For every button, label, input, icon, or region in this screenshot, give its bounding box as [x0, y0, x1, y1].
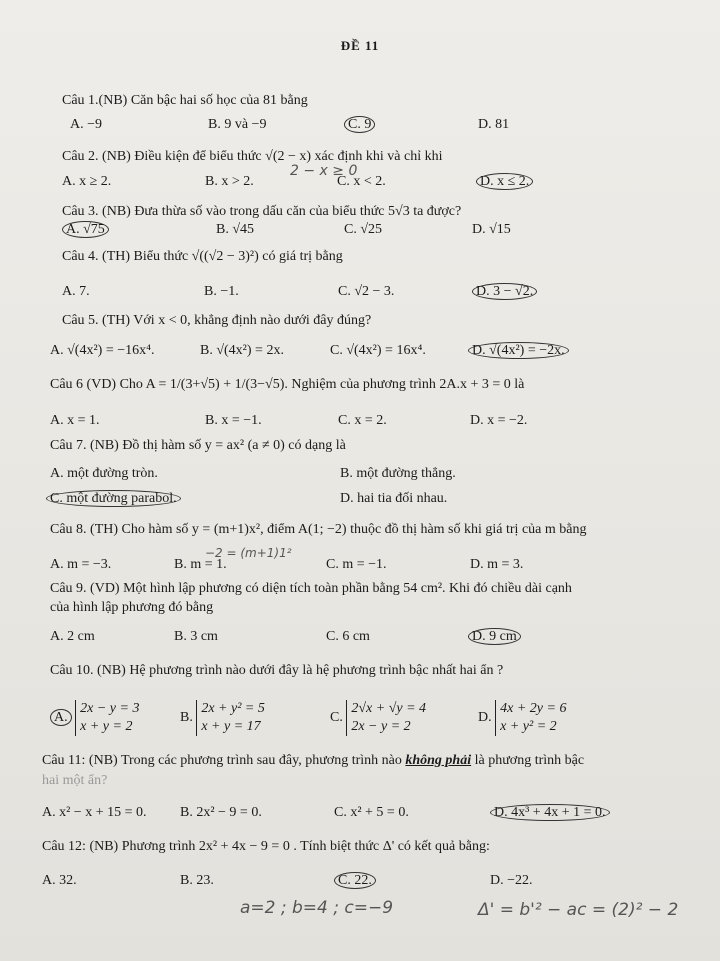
q6-option-c: C. x = 2. [338, 413, 387, 428]
q10-option-d: D. 4x + 2y = 6 x + y² = 2 [478, 701, 567, 734]
question-2: Câu 2. (NB) Điều kiện để biểu thức √(2 − x) xác định khi và chỉ khi [62, 149, 443, 164]
question-3: Câu 3. (NB) Đưa thừa số vào trong dấu căn của biểu thức 5√3 ta được? [62, 204, 462, 219]
q3-option-b: B. √45 [216, 222, 255, 237]
q2-option-a: A. x ≥ 2. [62, 174, 112, 189]
q1-option-b: B. 9 và −9 [208, 117, 267, 132]
page-title: ĐỀ 11 [340, 38, 380, 53]
question-1: Câu 1.(NB) Căn bậc hai số học của 81 bằng [62, 93, 308, 108]
q12-handwritten-coefficients: a=2 ; b=4 ; c=−9 [240, 898, 394, 918]
q10-option-a: A. 2x − y = 3 x + y = 2 [50, 700, 139, 736]
q5-option-a: A. √(4x²) = −16x⁴. [50, 343, 155, 358]
q10-system-c: 2√x + √y = 4 2x − y = 2 [346, 700, 426, 736]
q1-option-c: C. 9 [344, 116, 375, 134]
q8-handwritten-note: −2 = (m+1)1² [205, 546, 292, 560]
q10-option-b: B. 2x + y² = 5 x + y = 17 [180, 701, 265, 734]
q5-option-b: B. √(4x²) = 2x. [200, 343, 284, 358]
q12-handwritten-delta: Δ' = b'² − ac = (2)² − 2 [478, 900, 679, 920]
q5-option-d: D. √(4x²) = −2x. [468, 342, 569, 360]
q11-option-c: C. x² + 5 = 0. [334, 805, 409, 820]
q8-option-b: B. m = 1. [174, 557, 227, 572]
q9-option-d: D. 9 cm [468, 628, 521, 646]
q9-option-b: B. 3 cm [174, 629, 218, 644]
q1-option-a: A. −9 [70, 117, 103, 132]
q8-option-c: C. m = −1. [326, 557, 387, 572]
q11-option-a: A. x² − x + 15 = 0. [42, 805, 147, 820]
question-8: Câu 8. (TH) Cho hàm số y = (m+1)x², điểm A(1; −2) thuộc đồ thị hàm số khi giá trị của m bằng [50, 522, 587, 537]
question-5: Câu 5. (TH) Với x < 0, khẳng định nào dưới đây đúng? [62, 313, 372, 328]
question-6: Câu 6 (VD) Cho A = 1/(3+√5) + 1/(3−√5). Nghiệm của phương trình 2A.x + 3 = 0 là [50, 377, 525, 392]
q10-system-b: 2x + y² = 5 x + y = 17 [196, 700, 265, 736]
question-12: Câu 12: (NB) Phương trình 2x² + 4x − 9 = 0 . Tính biệt thức Δ' có kết quả bằng: [42, 839, 490, 854]
q11-emphasis: không phải [405, 753, 472, 768]
q8-option-a: A. m = −3. [50, 557, 112, 572]
q4-option-a: A. 7. [62, 284, 90, 299]
question-11: Câu 11: (NB) Trong các phương trình sau đây, phương trình nào không phải là phương trình bậc [42, 753, 585, 768]
q7-option-a: A. một đường tròn. [50, 466, 158, 481]
question-10: Câu 10. (NB) Hệ phương trình nào dưới đây là hệ phương trình bậc nhất hai ẩn ? [50, 663, 504, 678]
q3-option-d: D. √15 [472, 222, 511, 237]
q9-option-a: A. 2 cm [50, 629, 95, 644]
q4-option-d: D. 3 − √2. [472, 283, 537, 301]
q10-system-a: 2x − y = 3 x + y = 2 [75, 700, 139, 736]
q5-option-c: C. √(4x²) = 16x⁴. [330, 343, 426, 358]
q4-option-c: C. √2 − 3. [338, 284, 395, 299]
q2-handwritten-note: 2 − x ≥ 0 [290, 163, 358, 179]
question-9-continued: của hình lập phương đó bằng [50, 600, 214, 615]
q9-option-c: C. 6 cm [326, 629, 370, 644]
question-9: Câu 9. (VD) Một hình lập phương có diện tích toàn phần bằng 54 cm². Khi đó chiều dài cạnh [50, 581, 572, 596]
q3-option-c: C. √25 [344, 222, 383, 237]
question-4: Câu 4. (TH) Biểu thức √((√2 − 3)²) có giá trị bằng [62, 249, 343, 264]
q7-option-b: B. một đường thẳng. [340, 466, 456, 481]
q6-option-a: A. x = 1. [50, 413, 100, 428]
q8-option-d: D. m = 3. [470, 557, 524, 572]
q2-option-b: B. x > 2. [205, 174, 254, 189]
q7-option-c: C. một đường parabol. [46, 490, 181, 508]
q7-option-d: D. hai tia đối nhau. [340, 491, 448, 506]
q1-option-d: D. 81 [478, 117, 510, 132]
question-11-continued: hai một ẩn? [42, 773, 108, 788]
q2-option-c: C. x < 2. [337, 174, 386, 189]
question-7: Câu 7. (NB) Đồ thị hàm số y = ax² (a ≠ 0) có dạng là [50, 438, 346, 453]
q12-option-d: D. −22. [490, 873, 533, 888]
q3-option-a: A. √75 [62, 221, 109, 239]
q6-option-b: B. x = −1. [205, 413, 262, 428]
q12-option-a: A. 32. [42, 873, 77, 888]
q12-option-b: B. 23. [180, 873, 214, 888]
q10-system-d: 4x + 2y = 6 x + y² = 2 [495, 700, 566, 736]
q10-option-c: C. 2√x + √y = 4 2x − y = 2 [330, 701, 427, 734]
q11-option-b: B. 2x² − 9 = 0. [180, 805, 262, 820]
q12-option-c: C. 22. [334, 872, 376, 890]
q11-option-d: D. 4x³ + 4x + 1 = 0. [490, 804, 610, 822]
q6-option-d: D. x = −2. [470, 413, 528, 428]
q4-option-b: B. −1. [204, 284, 239, 299]
q2-option-d: D. x ≤ 2. [476, 173, 533, 191]
